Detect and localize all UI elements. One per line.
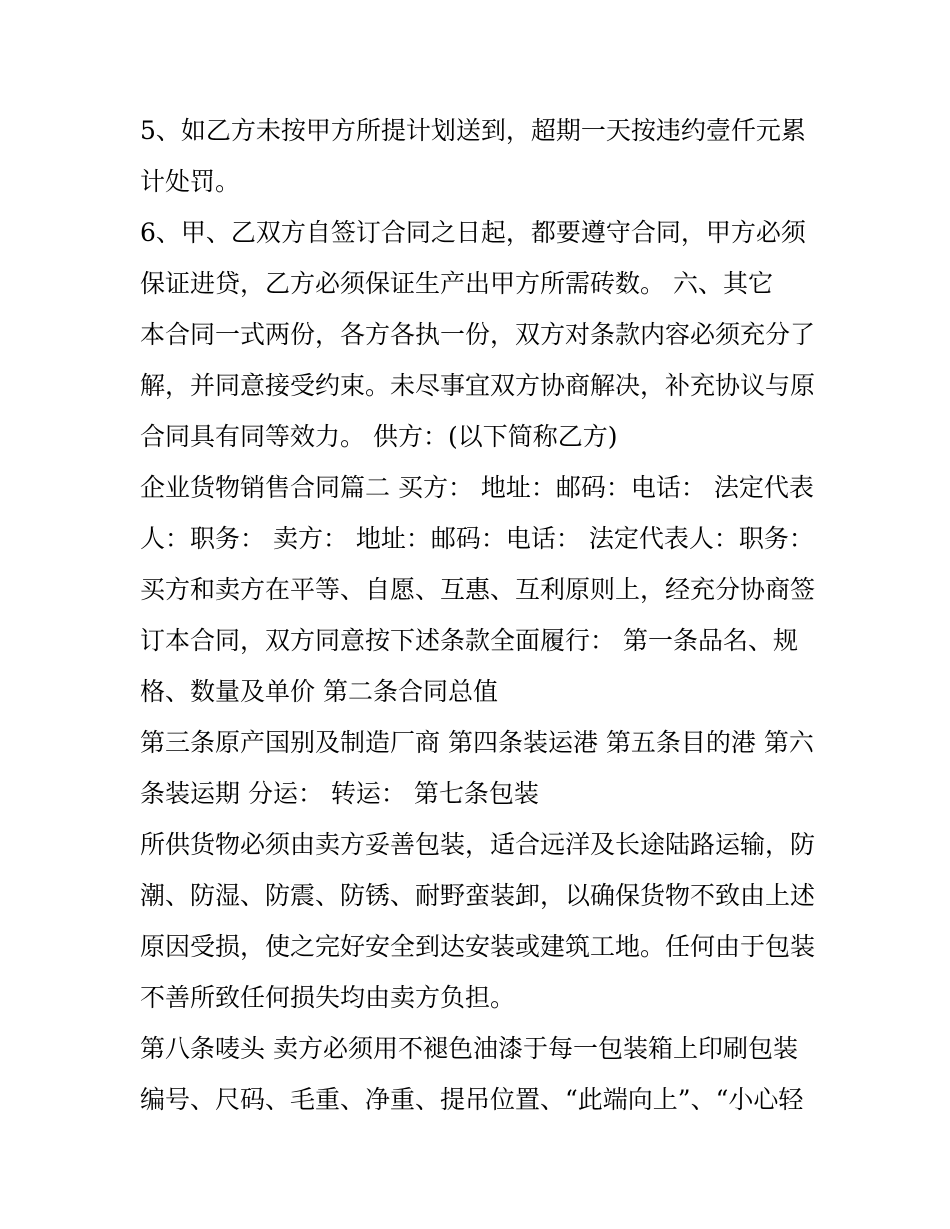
text-line: 原因受损，使之完好安全到达安装或建筑工地。任何由于包装 — [140, 932, 816, 961]
text-line: 解，并同意接受约束。未尽事宜双方协商解决，补充协议与原 — [140, 371, 816, 400]
text-line: 格、数量及单价 第二条合同总值 — [140, 677, 498, 706]
text-line: 计处罚。 — [140, 167, 241, 196]
text-line: 6、甲、乙双方自签订合同之日起，都要遵守合同，甲方必须 — [140, 218, 806, 247]
text-line: 不善所致任何损失均由卖方负担。 — [140, 983, 516, 1012]
text-line: 潮、防湿、防震、防锈、耐野蛮装卸，以确保货物不致由上述 — [140, 881, 816, 910]
text-line: 5、如乙方未按甲方所提计划送到，超期一天按违约壹仟元累 — [140, 116, 806, 145]
text-line: 所供货物必须由卖方妥善包装，适合远洋及长途陆路运输，防 — [140, 830, 816, 859]
text-line: 第八条唛头 卖方必须用不褪色油漆于每一包装箱上印刷包装 — [140, 1034, 798, 1063]
text-line: 条装运期 分运： 转运： 第七条包装 — [140, 779, 539, 808]
text-line: 人：职务： 卖方： 地址：邮码：电话： 法定代表人：职务： — [140, 524, 814, 553]
text-line: 企业货物销售合同篇二 买方： 地址：邮码：电话： 法定代表 — [140, 473, 814, 502]
text-line: 合同具有同等效力。 供方：(以下简称乙方) — [140, 422, 618, 451]
text-line: 买方和卖方在平等、自愿、互惠、互利原则上，经充分协商签 — [140, 575, 816, 604]
text-line: 第三条原产国别及制造厂商 第四条装运港 第五条目的港 第六 — [140, 728, 814, 757]
text-line: 保证进贷，乙方必须保证生产出甲方所需砖数。 六、其它 — [140, 269, 773, 298]
contract-text — [140, 105, 820, 1125]
text-line: 本合同一式两份，各方各执一份，双方对条款内容必须充分了 — [140, 320, 816, 349]
text-line: 订本合同，双方同意按下述条款全面履行： 第一条品名、规 — [140, 626, 798, 655]
text-line: 编号、尺码、毛重、净重、提吊位置、“此端向上”、“小心轻 — [140, 1085, 804, 1114]
